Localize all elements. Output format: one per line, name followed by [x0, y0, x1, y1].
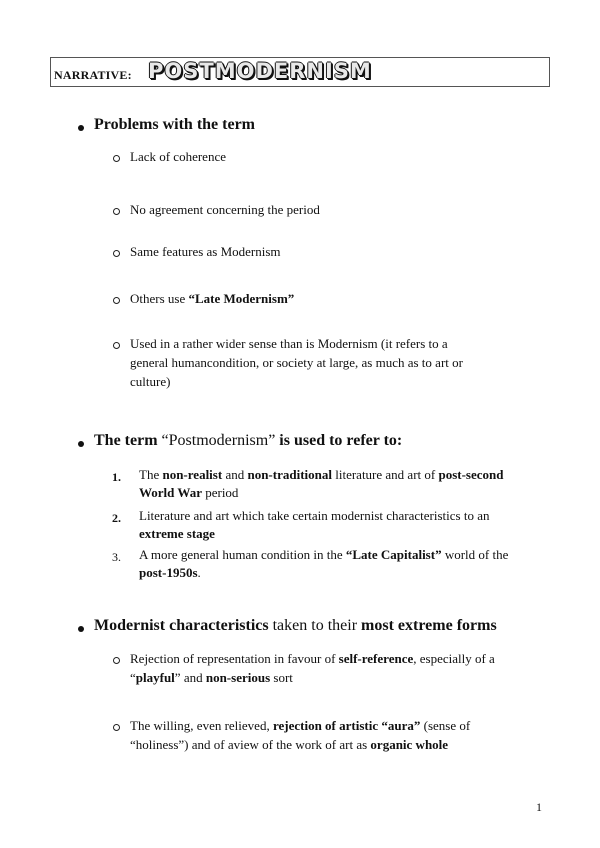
- text: (sense of: [420, 718, 471, 733]
- list-item: [130, 289, 294, 308]
- sub-bullet-marker: [113, 155, 120, 162]
- text-line: culture): [130, 374, 171, 389]
- heading-text: is used to refer to:: [275, 432, 403, 449]
- title-label: NARRATIVE:: [54, 68, 132, 82]
- emphasis-text: organic whole: [370, 737, 449, 752]
- emphasis-text: “Late Modernism”: [188, 291, 295, 306]
- list-item: Lack of coherence: [130, 149, 226, 164]
- list-item: Same features as Modernism: [130, 244, 281, 259]
- title-box: [50, 57, 550, 87]
- list-item: [130, 334, 530, 391]
- text-line: [130, 735, 540, 754]
- list-item: [139, 507, 549, 543]
- sub-bullet-marker: [113, 250, 120, 257]
- list-item: [130, 649, 540, 687]
- text: , especially of a: [413, 651, 495, 666]
- text: period: [201, 485, 239, 500]
- page-number: 1: [536, 800, 542, 814]
- text-line: general humancondition, or society at large, as much as to art or: [130, 355, 463, 370]
- text-line: [139, 525, 549, 543]
- list-number: 3.: [112, 550, 121, 564]
- text: world of the: [441, 547, 509, 562]
- emphasis-text: rejection of artistic “aura”: [272, 718, 421, 733]
- bullet-dot: [78, 441, 84, 447]
- text: sort: [270, 670, 293, 685]
- text: A more general human condition in the: [139, 547, 346, 562]
- list-item: [139, 466, 549, 502]
- heading-term: “Postmodernism”: [161, 432, 276, 449]
- title-word: POSTMODERNISM: [148, 59, 372, 83]
- text-line: [139, 564, 549, 582]
- emphasis-text: post-second: [438, 467, 504, 482]
- section-heading: Problems with the term: [94, 116, 255, 133]
- emphasis-text: non-traditional: [247, 467, 332, 482]
- text: and: [222, 467, 248, 482]
- text: “: [130, 670, 136, 685]
- text-line: [139, 546, 549, 564]
- text: The willing, even relieved,: [130, 718, 273, 733]
- emphasis-text: “Late Capitalist”: [345, 547, 442, 562]
- sub-bullet-marker: [113, 657, 120, 664]
- text-line: [130, 649, 540, 668]
- list-item: [130, 716, 540, 754]
- text-line: [139, 466, 549, 484]
- heading-text: The term: [94, 432, 162, 449]
- list-number: 2.: [112, 511, 121, 525]
- emphasis-text: post-1950s: [139, 565, 198, 580]
- text: The: [139, 467, 163, 482]
- list-number: 1.: [112, 470, 121, 484]
- text: .: [197, 565, 201, 580]
- bullet-dot: [78, 125, 84, 131]
- section-heading: [94, 432, 402, 450]
- sub-bullet-marker: [113, 297, 120, 304]
- text: literature and art of: [331, 467, 439, 482]
- heading-text: Modernist characteristics: [94, 617, 269, 634]
- text: Others use: [130, 291, 189, 306]
- emphasis-text: extreme stage: [139, 526, 215, 541]
- list-item: No agreement concerning the period: [130, 202, 320, 217]
- emphasis-text: non-serious: [205, 670, 271, 685]
- text-line: [130, 716, 540, 735]
- sub-bullet-marker: [113, 208, 120, 215]
- bullet-dot: [78, 626, 84, 632]
- emphasis-text: non-realist: [162, 467, 223, 482]
- emphasis-text: World War: [139, 485, 202, 500]
- heading-text: taken to their: [268, 617, 362, 634]
- emphasis-text: playful: [135, 670, 175, 685]
- text: ” and: [174, 670, 206, 685]
- text: “holiness”) and of aview of the work of art as: [130, 737, 371, 752]
- emphasis-text: self-reference: [338, 651, 414, 666]
- sub-bullet-marker: [113, 724, 120, 731]
- list-item: [139, 546, 549, 582]
- heading-text: most extreme forms: [361, 617, 497, 634]
- text-line: Literature and art which take certain modernist characteristics to an: [139, 508, 490, 523]
- text-line: Used in a rather wider sense than is Modernism (it refers to a: [130, 336, 448, 351]
- sub-bullet-marker: [113, 342, 120, 349]
- text-line: [130, 668, 540, 687]
- section-heading: [94, 617, 497, 635]
- text: Rejection of representation in favour of: [130, 651, 339, 666]
- text-line: [139, 484, 549, 502]
